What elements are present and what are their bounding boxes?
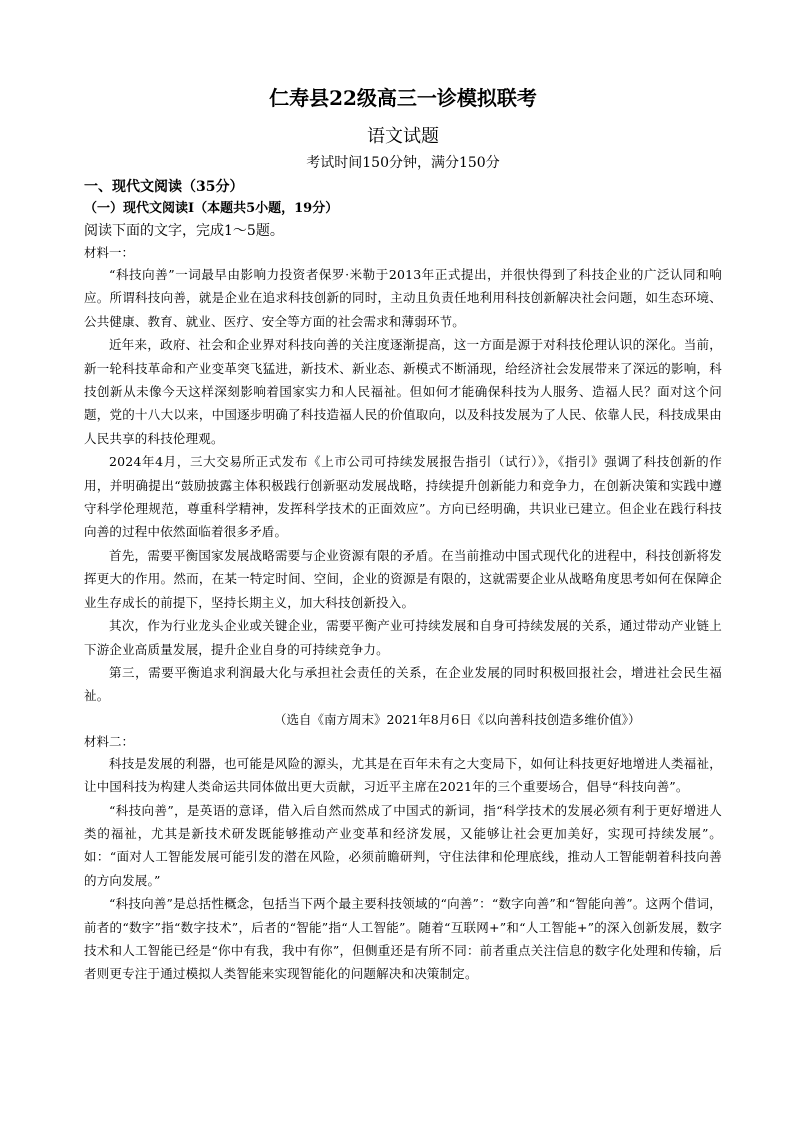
exam-info: 考试时间150分钟，满分150分 <box>306 155 500 171</box>
material-two-paragraph: “科技向善”是总括性概念，包括当下两个最主要科技领域的“向善”：“数字向善”和“智能向善”。这两个借词，前者的“数字”指“数字技术”，后者的“智能”指“人工智能”。随着“互联网+”和“人工智能+”的深入创新发展，数字技术和人工智能已经是“你中有我，我中有你”，但侧重还是有所不同：前者重点关注信息的数字化处理和传输，后者则更专注于通过模拟人类智能来实现智能化的问题解决和决策制定。 <box>84 896 722 982</box>
material-two-paragraph: “科技向善”，是英语的意译，借入后自然而然成了中国式的新词，指“科学技术的发展必须有利于更好增进人类的福祉，尤其是新技术研发既能够推动产业变革和经济发展，又能够让社会更加美好，实现可持续发展”。如：“面对人工智能发展可能引发的潜在风险，必须前瞻研判，守住法律和伦理底线，推动人工智能朝着科技向善的方向发展。” <box>84 802 722 888</box>
material-two-label: 材料二： <box>84 733 135 749</box>
material-one-paragraph: 首先，需要平衡国家发展战略需要与企业资源有限的矛盾。在当前推动中国式现代化的进程中，科技创新将发挥更大的作用。然而，在某一特定时间、空间，企业的资源是有限的，这就需要企业从战略角度思考如何在保障企业生存成长的前提下，坚持长期主义，加大科技创新投入。 <box>84 547 722 610</box>
material-one-paragraph: 2024年4月，三大交易所正式发布《上市公司可持续发展报告指引（试行）》，《指引》强调了科技创新的作用，并明确提出“鼓励披露主体积极践行创新驱动发展战略，持续提升创新能力和竞争力，在创新决策和实践中遵守科学伦理规范，尊重科学精神，发挥科学技术的正面效应”。方向已经明确，共识业已建立。但企业在践行科技向善的过程中依然面临着很多矛盾。 <box>84 454 722 540</box>
material-one-label: 材料一： <box>84 245 135 260</box>
material-one-source: （选自《南方周末》2021年8月6日《以向善科技创造多维价值》） <box>274 711 641 727</box>
reading-instruction: 阅读下面的文字，完成1～5题。 <box>84 223 284 239</box>
exam-title: 仁寿县22级高三一诊模拟联考 <box>269 86 537 110</box>
material-one-paragraph: 其次，作为行业龙头企业或关键企业，需要平衡产业可持续发展和自身可持续发展的关系，通过带动产业链上下游企业高质量发展，提升企业自身的可持续竞争力。 <box>84 618 722 657</box>
material-one-paragraph: 近年来，政府、社会和企业界对科技向善的关注度逐渐提高，这一方面是源于对科技伦理认识的深化。当前，新一轮科技革命和产业变革突飞猛进，新技术、新业态、新模式不断涌现，给经济社会发展带来了深远的影响，科技创新从未像今天这样深刻影响着国家实力和人民福祉。但如何才能确保科技为人服务、造福人民？面对这个问题，党的十八大以来，中国逐步明确了科技造福人民的价值取向，以及科技发展为了人民、依靠人民，科技成果由人民共享的科技伦理观。 <box>84 337 722 446</box>
section-heading: 一、现代文阅读（35分） <box>84 179 244 195</box>
subsection-heading: （一）现代文阅读Ⅰ（本题共5小题，19分） <box>84 201 339 216</box>
material-one-paragraph: 第三，需要平衡追求利润最大化与承担社会责任的关系，在企业发展的同时积极回报社会，增进社会民生福祉。 <box>84 664 722 704</box>
subject-title: 语文试题 <box>367 126 439 147</box>
material-one-paragraph: “科技向善”一词最早由影响力投资者保罗·米勒于2013年正式提出，并很快得到了科技企业的广泛认同和响应。所谓科技向善，就是企业在追求科技创新的同时，主动且负责任地利用科技创新解决社会问题，如生态环境、公共健康、教育、就业、医疗、安全等方面的社会需求和薄弱环节。 <box>84 267 722 329</box>
material-two-paragraph: 科技是发展的利器，也可能是风险的源头，尤其是在百年未有之大变局下，如何让科技更好地增进人类福祉，让中国科技为构建人类命运共同体做出更大贡献，习近平主席在2021年的三个重要场合，倡导“科技向善”。 <box>84 755 722 795</box>
